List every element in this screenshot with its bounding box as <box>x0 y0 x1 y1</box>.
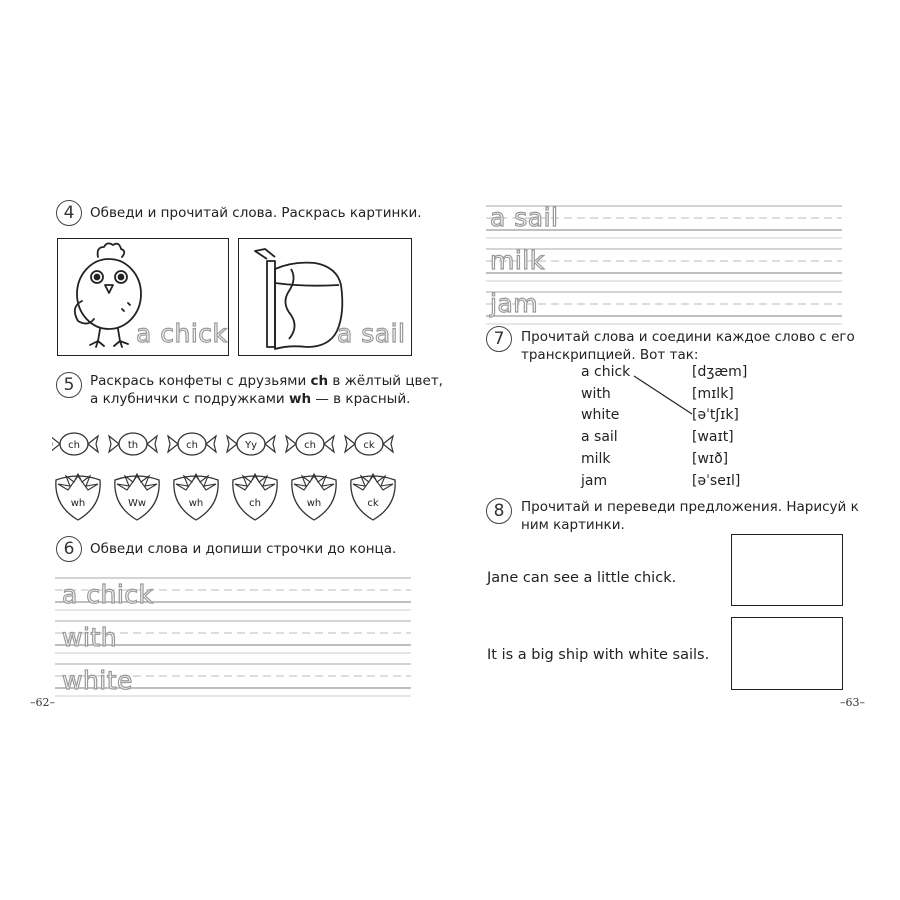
word-item[interactable]: milk <box>581 450 611 467</box>
transcription-item[interactable]: [mɪlk] <box>692 385 734 402</box>
strawberry-label: Ww <box>127 498 147 509</box>
trace-word-white: white <box>62 666 133 695</box>
strawberry[interactable] <box>233 474 277 520</box>
strawberry[interactable] <box>115 474 159 520</box>
strawberry[interactable] <box>174 474 218 520</box>
transcription-item[interactable]: [əˈtʃɪk] <box>692 407 739 424</box>
word-item[interactable]: white <box>581 407 620 424</box>
candy-label: ch <box>186 440 198 451</box>
task-8-instruction: Прочитай и переведи предложения. Нарисуй к ним картинки. <box>521 499 859 533</box>
candy-label: ch <box>304 440 316 451</box>
strawberry-label: wh <box>188 498 204 509</box>
candy[interactable] <box>227 433 275 455</box>
strawberry[interactable] <box>56 474 100 520</box>
page-number-right: –63– <box>840 696 865 709</box>
transcription-item[interactable]: [waɪt] <box>692 429 734 446</box>
strawberry-label: ch <box>249 498 261 509</box>
candy-label: th <box>127 440 139 451</box>
candy[interactable] <box>286 433 334 455</box>
strawberry[interactable] <box>351 474 395 520</box>
candy[interactable] <box>345 433 393 455</box>
task-4-number: 4 <box>56 200 82 226</box>
trace-word-milk: milk <box>490 246 545 275</box>
strawberry-label: wh <box>306 498 322 509</box>
candies-row <box>52 424 412 464</box>
strawberry-label: ck <box>367 498 379 509</box>
word-item[interactable]: a chick <box>581 364 631 380</box>
chick-picture-box[interactable] <box>57 238 229 356</box>
trace-word-sail: a sail <box>490 203 559 232</box>
candy-label: ch <box>68 440 80 451</box>
drawing-box-1[interactable] <box>731 534 843 606</box>
task-4-instruction: Обведи и прочитай слова. Раскрась картинки. <box>90 205 422 221</box>
example-connector-line <box>628 368 698 428</box>
task-7-words <box>581 362 630 492</box>
task-5-instruction: Раскрась конфеты с друзьями ch в жёлтый цвет, а клубнички с подружками wh — в красный. <box>90 373 443 407</box>
task-5-number: 5 <box>56 372 82 398</box>
task-7-instruction: Прочитай слова и соедини каждое слово с его транскрипцией. Вот так: <box>521 329 855 363</box>
transcription-item[interactable]: [əˈseɪl] <box>692 472 741 489</box>
task-7-transcriptions <box>692 362 747 492</box>
candy[interactable] <box>109 433 157 455</box>
trace-word-chick: a chick <box>62 580 154 609</box>
drawing-box-2[interactable] <box>731 617 843 690</box>
strawberry[interactable] <box>292 474 336 520</box>
candy-label: Yy <box>244 440 258 451</box>
trace-word-with: with <box>62 623 118 652</box>
sentence-2: It is a big ship with white sails. <box>487 647 710 663</box>
word-item[interactable]: a sail <box>581 429 618 446</box>
sail-trace-label: a sail <box>337 319 406 348</box>
word-item[interactable]: with <box>581 385 611 402</box>
strawberries-row <box>52 464 412 524</box>
trace-word-jam: jam <box>490 289 539 318</box>
sentence-1: Jane can see a little chick. <box>487 570 677 586</box>
transcription-item[interactable]: [wɪð] <box>692 450 729 467</box>
task-7-number: 7 <box>486 326 512 352</box>
candy-label: ck <box>363 440 375 451</box>
sail-picture-box[interactable] <box>238 238 412 356</box>
candy[interactable] <box>168 433 216 455</box>
task-6-number: 6 <box>56 536 82 562</box>
strawberry-label: wh <box>70 498 86 509</box>
task-8-number: 8 <box>486 498 512 524</box>
transcription-item[interactable]: [dʒæm] <box>692 364 748 380</box>
page-number-left: –62– <box>30 696 55 709</box>
chick-trace-label: a chick <box>136 319 228 348</box>
candy[interactable] <box>52 433 98 455</box>
task-6-instruction: Обведи слова и допиши строчки до конца. <box>90 541 397 557</box>
word-item[interactable]: jam <box>581 472 608 489</box>
